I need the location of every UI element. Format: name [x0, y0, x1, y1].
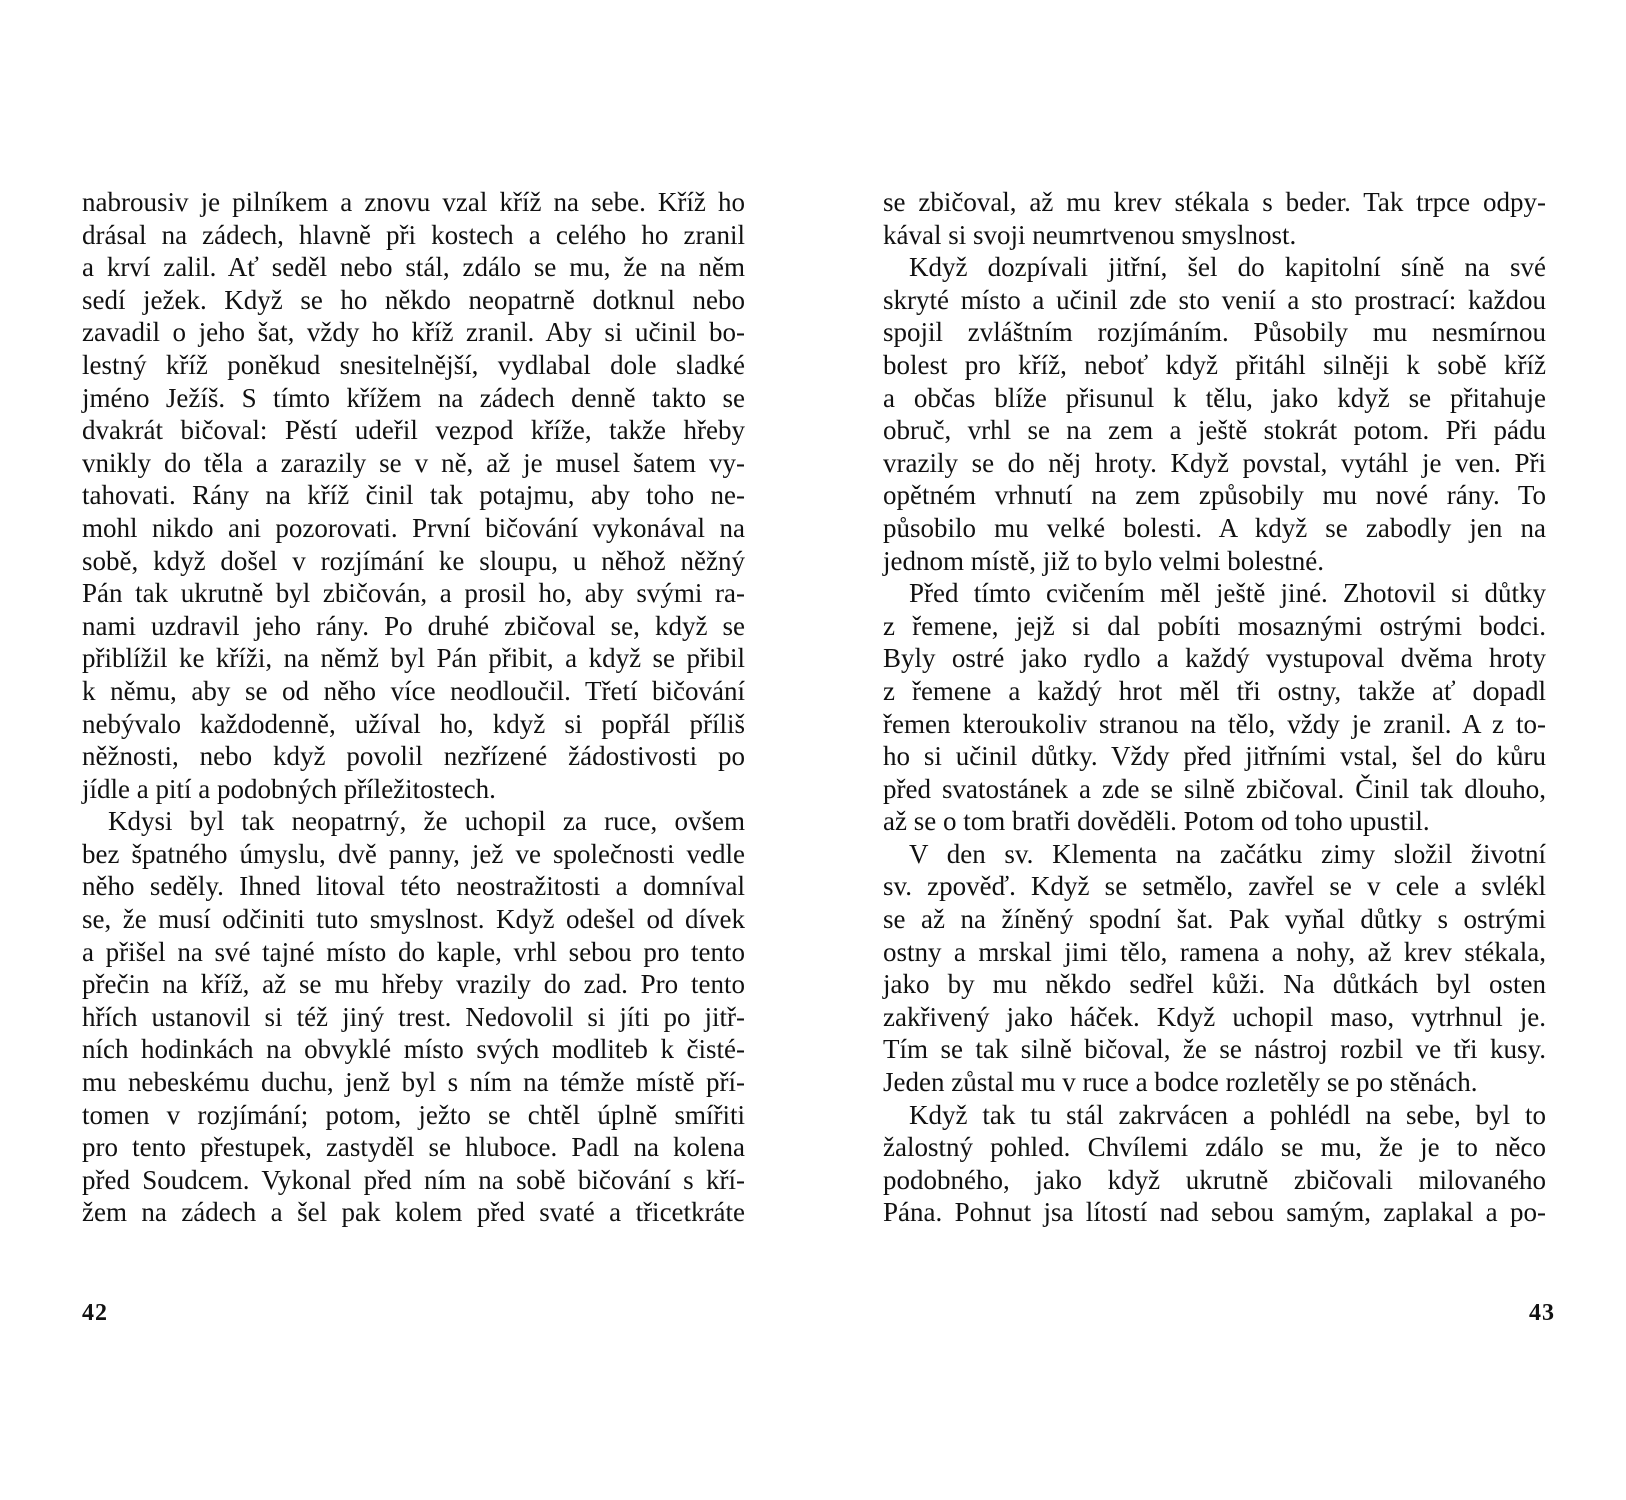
- right-page-number: 43: [1529, 1300, 1555, 1326]
- text-line: před svatostánek a zde se silně zbičoval. Činil tak dlouho,: [883, 773, 1546, 804]
- text-line: se, že musí odčiniti tuto smyslnost. Když odešel od dívek: [82, 904, 745, 935]
- text-line: jídle a pití a podobných příležitostech.: [82, 773, 496, 804]
- text-line: Byly ostré jako rydlo a každý vystupoval dvěma hroty: [883, 643, 1546, 674]
- text-line: mohl nikdo ani pozorovati. První bičování vykonával na: [82, 512, 745, 543]
- text-line: žalostný pohled. Chvílemi zdálo se mu, že je to něco: [883, 1132, 1546, 1163]
- text-line: až se o tom bratři dověděli. Potom od toho upustil.: [883, 806, 1430, 837]
- text-line: se zbičoval, až mu krev stékala s beder. Tak trpce odpy-: [883, 187, 1546, 217]
- text-line: drásal na zádech, hlavně při kostech a celého ho zranil: [82, 219, 745, 250]
- text-line: bolest pro kříž, neboť když přitáhl silněji k sobě kříž: [883, 349, 1546, 380]
- text-line: V den sv. Klementa na začátku zimy složil životní: [909, 838, 1546, 869]
- text-line: spojil zvláštním rozjímáním. Působily mu nesmírnou: [883, 317, 1546, 348]
- text-line: zavadil o jeho šat, vždy ho kříž zranil. Aby si učinil bo-: [82, 317, 745, 348]
- text-line: Kdysi byl tak neopatrný, že uchopil za ruce, ovšem: [108, 806, 745, 837]
- text-line: vnikly do těla a zarazily se v ně, až je musel šatem vy-: [82, 447, 745, 478]
- text-line: nami uzdravil jeho rány. Po druhé zbičoval se, když se: [82, 610, 745, 641]
- text-line: působilo mu velké bolesti. A když se zabodly jen na: [883, 512, 1546, 543]
- text-line: před Soudcem. Vykonal před ním na sobě bičování s kří-: [82, 1164, 745, 1195]
- text-line: dvakrát bičoval: Pěstí udeřil vezpod kříže, takže hřeby: [82, 415, 745, 446]
- text-line: z řemene a každý hrot měl tři ostny, takže ať dopadl: [883, 675, 1546, 706]
- text-line: opětném vrhnutí na zem způsobily mu nové rány. To: [883, 480, 1546, 511]
- text-line: Jeden zůstal mu v ruce a bodce rozletěly se po stěnách.: [883, 1067, 1478, 1098]
- text-line: se až na žíněný spodní šat. Pak vyňal důtky s ostrými: [883, 904, 1546, 935]
- text-line: jako by mu někdo sedřel kůži. Na důtkách byl osten: [883, 969, 1546, 1000]
- text-line: řemen kteroukoliv stranou na tělo, vždy je zranil. A z to-: [883, 708, 1546, 739]
- text-line: lestný kříž poněkud snesitelnější, vydlabal dole sladké: [82, 349, 745, 380]
- text-line: hřích ustanovil si též jiný trest. Nedovolil si jíti po jitř-: [82, 1001, 745, 1032]
- text-line: nabrousiv je pilníkem a znovu vzal kříž na sebe. Kříž ho: [82, 187, 745, 217]
- text-line: Když tak tu stál zakrvácen a pohlédl na sebe, byl to: [909, 1099, 1546, 1130]
- text-line: vrazily se do něj hroty. Když povstal, vytáhl je ven. Při: [883, 447, 1546, 478]
- text-line: tahovati. Rány na kříž činil tak potajmu, aby toho ne-: [82, 480, 745, 511]
- text-line: sedí ježek. Když se ho někdo neopatrně dotknul nebo: [82, 284, 745, 315]
- left-page-number: 42: [82, 1300, 108, 1326]
- right-page-text: [883, 186, 1546, 1229]
- text-line: a občas blíže přisunul k tělu, jako když se přitahuje: [883, 382, 1546, 413]
- text-line: ostny a mrskal jimi tělo, ramena a nohy, až krev stékala,: [883, 936, 1546, 967]
- text-line: ho si učinil důtky. Vždy před jitřními vstal, šel do kůru: [883, 741, 1546, 772]
- right-page: [813, 0, 1626, 1500]
- text-line: Když dozpívali jitřní, šel do kapitolní síně na své: [909, 252, 1546, 283]
- text-line: mu nebeskému duchu, jenž byl s ním na témže místě pří-: [82, 1067, 745, 1098]
- text-line: Tím se tak silně bičoval, že se nástroj rozbil ve tři kusy.: [883, 1034, 1546, 1065]
- text-line: žem na zádech a šel pak kolem před svaté a třicetkráte: [82, 1197, 745, 1228]
- text-line: jednom místě, již to bylo velmi bolestné.: [883, 545, 1324, 576]
- text-line: sobě, když došel v rozjímání ke sloupu, u něhož něžný: [82, 545, 745, 576]
- text-line: Pán tak ukrutně byl zbičován, a prosil ho, aby svými ra-: [82, 578, 745, 609]
- text-line: jméno Ježíš. S tímto křížem na zádech denně takto se: [82, 382, 745, 413]
- text-line: přečin na kříž, až se mu hřeby vrazily do zad. Pro tento: [82, 969, 745, 1000]
- text-line: sv. zpověď. Když se setmělo, zavřel se v cele a svlékl: [883, 871, 1546, 902]
- text-line: skryté místo a učinil zde sto venií a sto prostrací: každou: [883, 284, 1546, 315]
- text-line: a krví zalil. Ať seděl nebo stál, zdálo se mu, že na něm: [82, 252, 745, 283]
- text-line: bez špatného úmyslu, dvě panny, jež ve společnosti vedle: [82, 838, 745, 869]
- text-line: přiblížil ke kříži, na němž byl Pán přibit, a když se přibil: [82, 643, 745, 674]
- text-line: ních hodinkách na obvyklé místo svých modliteb k čisté-: [82, 1034, 745, 1065]
- text-line: kával si svoji neumrtvenou smyslnost.: [883, 219, 1297, 250]
- text-line: nebývalo každodenně, užíval ho, když si popřál příliš: [82, 708, 745, 739]
- text-line: Před tímto cvičením měl ještě jiné. Zhotovil si důtky: [909, 578, 1546, 609]
- text-line: podobného, jako když ukrutně zbičovali milovaného: [883, 1164, 1546, 1195]
- text-line: pro tento přestupek, zastyděl se hluboce. Padl na kolena: [82, 1132, 745, 1163]
- text-line: Pána. Pohnut jsa lítostí nad sebou samým, zaplakal a po-: [883, 1197, 1546, 1228]
- left-page-text: [82, 186, 745, 1229]
- text-line: k němu, aby se od něho více neodloučil. Třetí bičování: [82, 675, 745, 706]
- text-line: z řemene, jejž si dal pobíti mosaznými ostrými bodci.: [883, 610, 1546, 641]
- text-line: zakřivený jako háček. Když uchopil maso, vytrhnul je.: [883, 1001, 1546, 1032]
- text-line: a přišel na své tajné místo do kaple, vrhl sebou pro tento: [82, 936, 745, 967]
- text-line: něžnosti, nebo když povolil nezřízené žádostivosti po: [82, 741, 745, 772]
- text-line: obruč, vrhl se na zem a ještě stokrát potom. Při pádu: [883, 415, 1546, 446]
- text-line: tomen v rozjímání; potom, ježto se chtěl úplně smířiti: [82, 1099, 745, 1130]
- text-line: něho seděly. Ihned litoval této neostražitosti a domníval: [82, 871, 745, 902]
